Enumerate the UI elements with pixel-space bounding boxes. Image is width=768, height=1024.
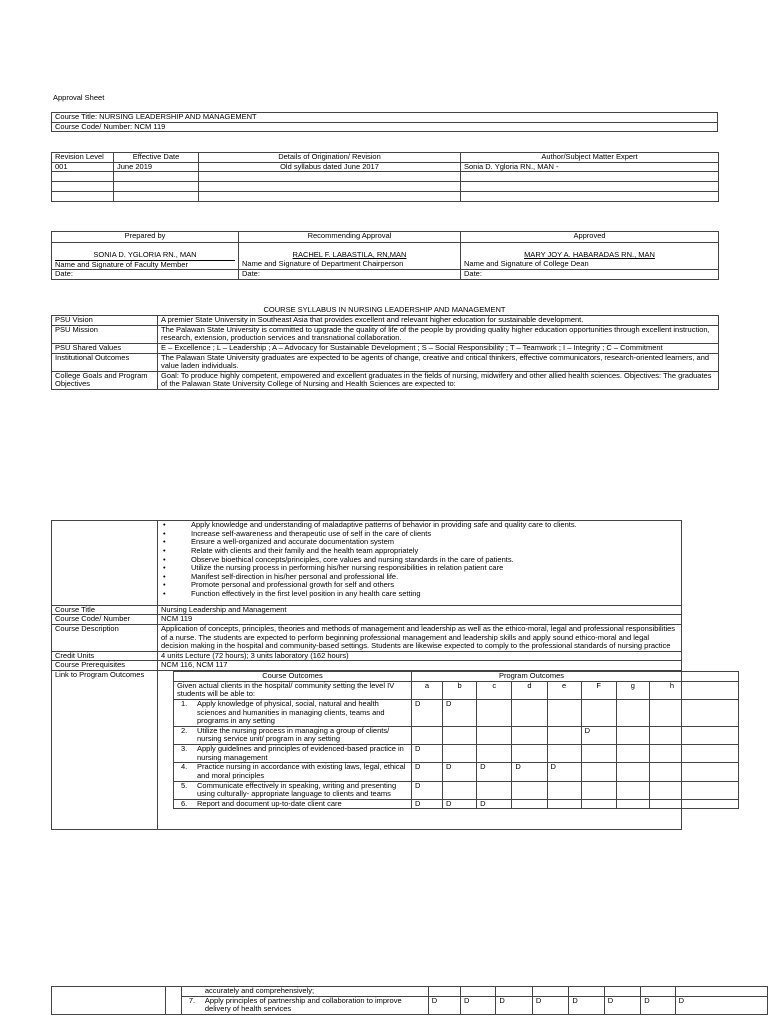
objective-item: • Observe bioethical concepts/principles, core values and nursing standards in the care of patients.: [161, 556, 678, 565]
syllabus-label: PSU Shared Values: [52, 343, 158, 353]
outcome-mark: D: [581, 726, 616, 744]
outcome-mark: [581, 799, 616, 809]
outcome-mark: D: [477, 763, 512, 781]
objective-item: • Ensure a well-organized and accurate documentation system: [161, 538, 678, 547]
course-outcomes-header: Course Outcomes: [174, 672, 412, 682]
outcome-mark: [649, 781, 738, 799]
outcome-text: Utilize the nursing process in managing a group of clients/ nursing service unit/ program in any setting: [197, 726, 390, 744]
revision-cell: [114, 182, 199, 192]
course-outcome-item: [177, 800, 408, 809]
outcomes-intro: Given actual clients in the hospital/ community setting the level IV students will be able to:: [174, 681, 412, 699]
outcome-letter: d: [512, 681, 547, 699]
outcome-text: Communicate effectively in speaking, writing and presenting using culturally- appropriate language to clients and teams: [197, 781, 397, 799]
objectives-list: [161, 521, 678, 599]
outcome-mark: [547, 699, 581, 726]
course-desc-label: Course Description: [52, 624, 158, 651]
objective-item: • Increase self-awareness and therapeutic use of self in the care of clients: [161, 530, 678, 539]
prepared-by-role: Name and Signature of Faculty Member: [55, 260, 235, 270]
course-code-label: Course Code/ Number: [52, 615, 158, 625]
revision-cell: [199, 192, 461, 202]
outcome-letter: c: [477, 681, 512, 699]
outcome-mark: [649, 799, 738, 809]
prereq-value: NCM 116, NCM 117: [158, 661, 682, 671]
program-outcomes-header: Program Outcomes: [411, 672, 738, 682]
outcome-mark: D: [604, 996, 640, 1014]
outcome-mark: [581, 763, 616, 781]
recommending-role: Name and Signature of Department Chairperson: [242, 258, 404, 268]
approval-header: Approved: [461, 232, 719, 243]
credit-units-label: Credit Units: [52, 651, 158, 661]
outcome-text: Practice nursing in accordance with existing laws, legal, ethical and moral principles: [197, 762, 406, 780]
approval-table: [51, 231, 719, 280]
course-info-table: [51, 520, 682, 830]
outcome-mark: [547, 781, 581, 799]
outcome-mark: D: [477, 799, 512, 809]
syllabus-title: COURSE SYLLABUS IN NURSING LEADERSHIP AND MANAGEMENT: [263, 305, 506, 314]
outcome-text: Report and document up-to-date client care: [197, 799, 342, 808]
objective-item: • Apply knowledge and understanding of maladaptive patterns of behavior in providing safe and quality care to clients.: [161, 521, 678, 530]
revision-cell: Sonia D. Ygloria RN., MAN -: [461, 162, 719, 172]
outcome-mark: [512, 745, 547, 763]
objective-item: • Promote personal and professional growth for self and others: [161, 581, 678, 590]
syllabus-label: PSU Mission: [52, 325, 158, 343]
revision-header: Revision Level: [52, 153, 114, 163]
course-outcome-item: [177, 700, 408, 726]
syllabus-text: A premier State University in Southeast Asia that provides excellent and relevant higher education for sustainable development.: [158, 316, 719, 326]
outcome-letter: g: [616, 681, 649, 699]
outcome-mark: D: [512, 763, 547, 781]
syllabus-text: The Palawan State University is committed to upgrade the quality of life of the people by providing quality higher education opportunities through excellent instruction, research, extension, production services and transnational collaboration.: [158, 325, 719, 343]
outcome-mark: [547, 745, 581, 763]
continuation-table: [51, 986, 768, 1015]
revision-cell: [199, 172, 461, 182]
syllabus-label: College Goals and Program Objectives: [52, 371, 158, 389]
outcome-mark: [649, 763, 738, 781]
outcome-mark: [477, 726, 512, 744]
outcome-mark: [581, 745, 616, 763]
syllabus-text: The Palawan State University graduates are expected to be agents of change, creative and critical thinkers, effective communicators, research-oriented learners, and value laden individuals.: [158, 353, 719, 371]
outcome-mark: [616, 763, 649, 781]
outcome-mark: [411, 726, 442, 744]
revision-header: Author/Subject Matter Expert: [461, 153, 719, 163]
outcome-mark: D: [641, 996, 675, 1014]
revision-header: Details of Origination/ Revision: [199, 153, 461, 163]
revision-cell: [114, 172, 199, 182]
outcome-mark: D: [496, 996, 532, 1014]
outcomes-table: [173, 671, 739, 809]
recommending-name: RACHEL F. LABASTILA, RN,MAN: [292, 250, 407, 259]
course-title-value: Nursing Leadership and Management: [158, 605, 682, 615]
outcome-mark: [649, 699, 738, 726]
approval-header: Recommending Approval: [239, 232, 461, 243]
outcome-mark: D: [411, 699, 442, 726]
revision-cell: [199, 182, 461, 192]
outcome-letter: a: [411, 681, 442, 699]
revision-cell: [461, 192, 719, 202]
outcome-number: 5.: [181, 781, 188, 790]
outcome-mark: D: [675, 996, 767, 1014]
outcome-number: 2.: [181, 726, 188, 735]
outcome-mark: [616, 726, 649, 744]
outcome-mark: [512, 781, 547, 799]
objective-item: • Utilize the nursing process in performing his/her nursing responsibilities in relation patient care: [161, 564, 678, 573]
outcome-mark: [477, 781, 512, 799]
objective-item: • Relate with clients and their family and the health team appropriately: [161, 547, 678, 556]
outcome-number: 3.: [181, 744, 188, 753]
outcome-text: Apply guidelines and principles of evidenced-based practice in nursing management: [197, 744, 404, 762]
approval-sheet-title: Approval Sheet: [53, 93, 105, 102]
revision-header: Effective Date: [114, 153, 199, 163]
approved-name: MARY JOY A. HABARADAS RN., MAN: [524, 250, 655, 259]
revision-cell: [52, 172, 114, 182]
prepared-by-name: SONIA D. YGLORIA RN., MAN: [93, 250, 197, 259]
date-label: Date:: [52, 270, 239, 280]
revision-cell: [461, 182, 719, 192]
syllabus-label: PSU Vision: [52, 316, 158, 326]
outcome-letter: h: [649, 681, 738, 699]
course-title-label: Course Title: [52, 605, 158, 615]
outcome-mark: [477, 745, 512, 763]
outcome-mark: [616, 699, 649, 726]
outcome-mark: [581, 781, 616, 799]
outcome-mark: [547, 726, 581, 744]
outcome-number: 1.: [181, 699, 188, 708]
outcome-text: Apply principles of partnership and collaboration to improve delivery of health services: [204, 996, 402, 1014]
outcome-mark: D: [443, 799, 477, 809]
outcome-mark: [616, 799, 649, 809]
outcome-mark: [616, 745, 649, 763]
outcome-mark: [616, 781, 649, 799]
syllabus-table: [51, 315, 719, 390]
outcome-mark: D: [443, 699, 477, 726]
date-label: Date:: [239, 270, 461, 280]
outcome-number: 6.: [181, 799, 188, 808]
prereq-label: Course Prerequisites: [52, 661, 158, 671]
course-outcome-item: [177, 763, 408, 780]
outcome-mark: [477, 699, 512, 726]
continuation-label-cell: [52, 987, 166, 1015]
course-outcome-item: [177, 727, 408, 744]
outcome-mark: D: [460, 996, 495, 1014]
outcome-mark: [443, 781, 477, 799]
course-code-value: NCM 119: [158, 615, 682, 625]
outcome-number: 4.: [181, 762, 188, 772]
revision-cell: Old syllabus dated June 2017: [199, 162, 461, 172]
revision-cell: [52, 182, 114, 192]
revision-cell: June 2019: [114, 162, 199, 172]
outcome-text: Apply knowledge of physical, social, natural and health sciences and humanities in managing clients, teams and programs in any setting: [197, 699, 385, 726]
revision-cell: [114, 192, 199, 202]
outcome-mark: D: [411, 745, 442, 763]
outcome-mark: [512, 726, 547, 744]
course-code: Course Code/ Number: NCM 119: [52, 122, 718, 132]
course-title: Course Title: NURSING LEADERSHIP AND MANAGEMENT: [52, 113, 718, 123]
outcome-mark: D: [428, 996, 460, 1014]
objectives-label-cell: [52, 521, 158, 606]
objective-item: • Manifest self-direction in his/her personal and professional life.: [161, 573, 678, 582]
revision-cell: [461, 172, 719, 182]
outcome-mark: [581, 699, 616, 726]
outcome-mark: [649, 745, 738, 763]
continuation-spacer: [165, 987, 181, 1015]
syllabus-text: E – Excellence ; L – Leadership ; A – Advocacy for Sustainable Development ; S – Social Responsibility ; T – Teamwork ; I – Integrity ; C – Commitment: [158, 343, 719, 353]
outcome-mark: D: [411, 781, 442, 799]
outcome-mark: D: [569, 996, 604, 1014]
course-outcome-item: [177, 745, 408, 762]
outcome-mark: [443, 745, 477, 763]
course-desc-value: Application of concepts, principles, theories and methods of management and leadership as well as the ethico-moral, legal and professional responsibilities of a nurse. The students are expected to perform beginning professional management and leadership skills and apply sound ethico-moral and legal decision making in the hospital and community-based settings. Students are likewise expected to comply to the professional standards of nursing practice: [158, 624, 682, 651]
outcome-number: 7.: [188, 996, 196, 1005]
course-outcome-item: [185, 997, 425, 1014]
course-outcome-item: [177, 782, 408, 799]
outcome-mark: [443, 726, 477, 744]
revision-cell: [52, 192, 114, 202]
outcome-letter: e: [547, 681, 581, 699]
outcome-mark: D: [443, 763, 477, 781]
outcome-letter: b: [443, 681, 477, 699]
outcome-mark: D: [411, 763, 442, 781]
date-label: Date:: [461, 270, 719, 280]
syllabus-label: Institutional Outcomes: [52, 353, 158, 371]
outcome-mark: D: [547, 763, 581, 781]
outcome-mark: D: [532, 996, 568, 1014]
syllabus-text: Goal: To produce highly competent, empowered and excellent graduates in the fields of nursing, midwifery and other allied health sciences. Objectives: The graduates of the Palawan State University College of Nursing and Health Sciences are expected to:: [158, 371, 719, 389]
revision-cell: 001: [52, 162, 114, 172]
outcome-mark: [649, 726, 738, 744]
carry-over-text: accurately and comprehensively;: [181, 987, 428, 997]
course-header-table: [51, 112, 718, 132]
link-outcomes-label: Link to Program Outcomes: [52, 671, 158, 830]
credit-units-value: 4 units Lecture (72 hours); 3 units laboratory (162 hours): [158, 651, 682, 661]
outcomes-cell: [158, 671, 682, 830]
outcome-mark: D: [411, 799, 442, 809]
revision-table: [51, 152, 719, 202]
outcome-mark: [512, 799, 547, 809]
approved-role: Name and Signature of College Dean: [464, 258, 589, 268]
outcome-mark: [547, 799, 581, 809]
outcome-letter: F: [581, 681, 616, 699]
approval-header: Prepared by: [52, 232, 239, 243]
outcome-mark: [512, 699, 547, 726]
objective-item: • Function effectively in the first level position in any health care setting: [161, 590, 678, 599]
